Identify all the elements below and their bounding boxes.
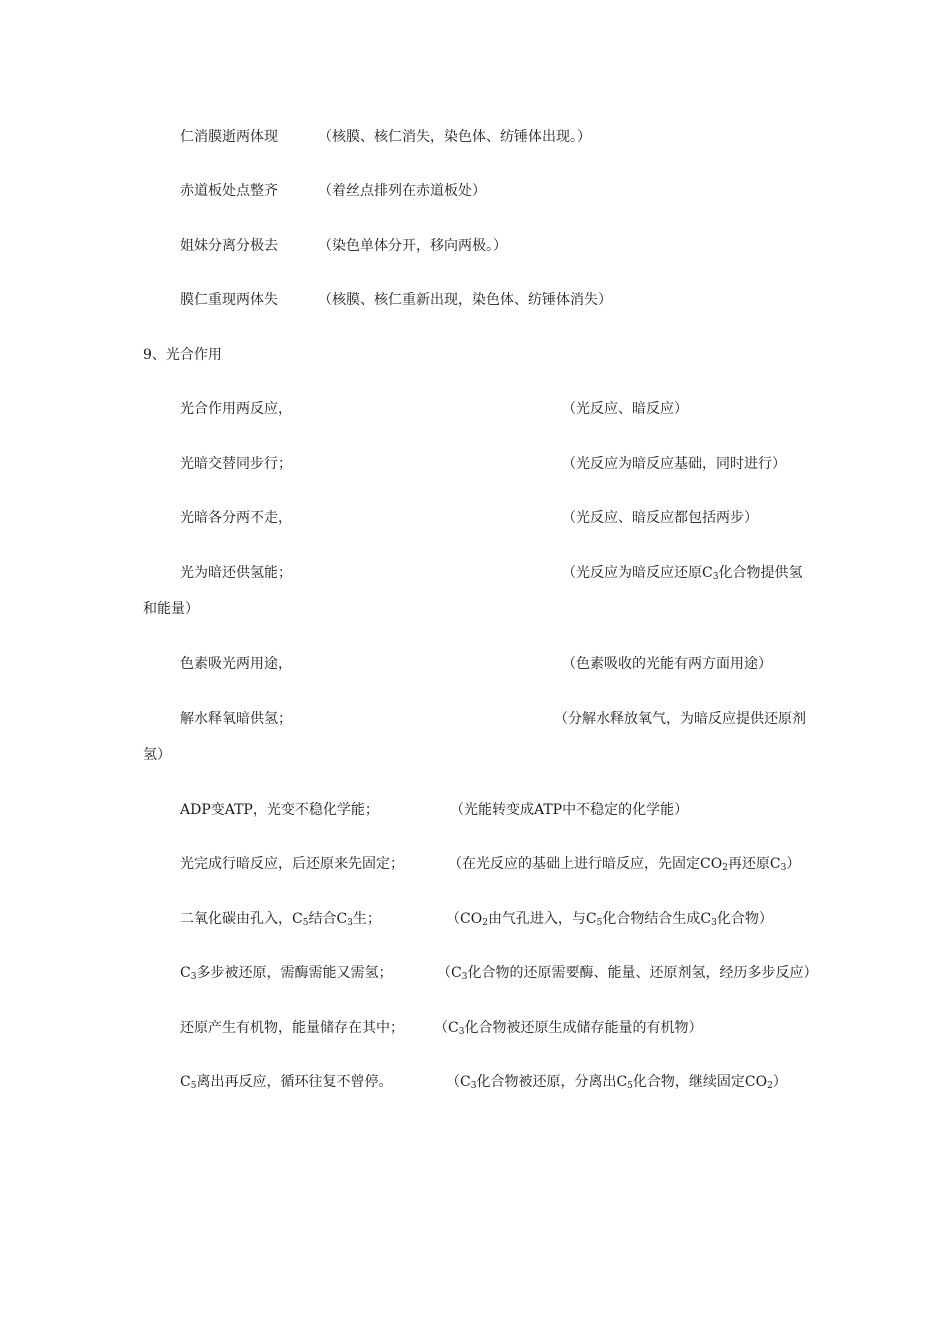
- verse-line: 色素吸光两用途，: [180, 656, 292, 672]
- verse-line: 光暗交替同步行；: [180, 456, 292, 472]
- verse-note: （核膜、核仁消失，染色体、纺锤体出现。）: [318, 129, 591, 145]
- verse-note-wrap: 和能量）: [143, 601, 199, 617]
- verse-line: 还原产生有机物，能量储存在其中；: [180, 1020, 404, 1036]
- verse-line: 赤道板处点整齐: [180, 183, 278, 199]
- verse-line: 仁消膜逝两体现: [180, 129, 278, 145]
- verse-note: （着丝点排列在赤道板处）: [318, 183, 486, 199]
- verse-line: 膜仁重现两体失: [180, 292, 278, 308]
- verse-line: 光为暗还供氢能；: [180, 565, 292, 581]
- verse-note: （核膜、核仁重新出现，染色体、纺锤体消失）: [318, 292, 612, 308]
- verse-note: （光反应、暗反应）: [562, 401, 688, 417]
- verse-line: 姐妹分离分极去: [180, 238, 278, 254]
- verse-note: （光反应、暗反应都包括两步）: [562, 510, 758, 526]
- section-heading: 9、光合作用: [143, 347, 222, 363]
- verse-line: 光暗各分两不走，: [180, 510, 292, 526]
- verse-note: （$CO_2$由气孔进入，与$C_5$化合物结合生成$C_3$化合物）: [446, 911, 773, 928]
- verse-note: （光能转变成ATP中不稳定的化学能）: [450, 802, 689, 818]
- verse-line: 光合作用两反应，: [180, 401, 292, 417]
- verse-note-wrap: 氢）: [143, 747, 171, 763]
- verse-line: 解水释氧暗供氢；: [180, 711, 292, 727]
- verse-note: （$C_3$化合物被还原，分离出$C_5$化合物，继续固定$CO_2$）: [446, 1074, 787, 1091]
- verse-line: ADP变ATP，光变不稳化学能；: [180, 802, 379, 818]
- verse-line: 二氧化碳由孔入，$C_5$结合$C_3$生；: [180, 911, 381, 928]
- verse-note: （$C_3$化合物的还原需要酶、能量、还原剂氢，经历多步反应）: [437, 965, 818, 982]
- verse-note: （光反应为暗反应基础，同时进行）: [562, 456, 786, 472]
- verse-note: （$C_3$化合物被还原生成储存能量的有机物）: [434, 1020, 703, 1037]
- verse-line: 光完成行暗反应，后还原来先固定；: [180, 856, 404, 872]
- verse-note: （色素吸收的光能有两方面用途）: [562, 656, 772, 672]
- verse-note: （染色单体分开，移向两极。）: [318, 238, 507, 254]
- verse-note: （光反应为暗反应还原$C_3$化合物提供氢: [562, 565, 803, 582]
- verse-line: $C_5$离出再反应，循环往复不曾停。: [180, 1074, 393, 1091]
- verse-line: $C_3$多步被还原，需酶需能又需氢；: [180, 965, 393, 982]
- verse-note: （分解水释放氧气，为暗反应提供还原剂: [554, 711, 806, 727]
- verse-note: （在光反应的基础上进行暗反应，先固定$CO_2$再还原$C_3$）: [448, 856, 801, 873]
